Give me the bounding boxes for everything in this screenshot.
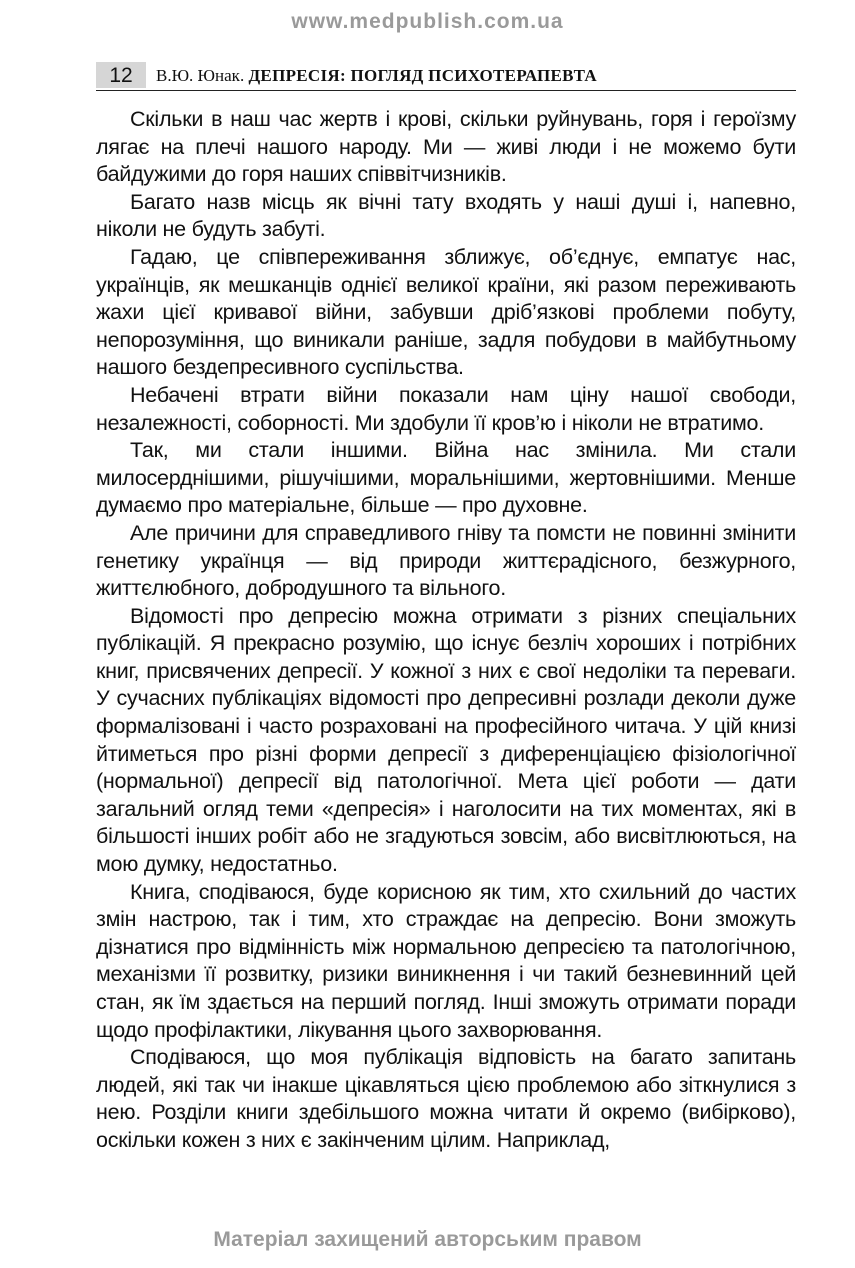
paragraph: Відомості про депресію можна отримати з різних спеціальних публікацій. Я прекрасно розумію, що існує безліч хороших і потрібних книг, присвячених депресії. У кожної з них є свої недоліки та переваги. У сучасних публікаціях відомості про депресивні розлади деколи дуже формалізовані і часто розраховані на професійного читача. У цій книзі йтиметься про різні форми депресії з диференціацією фізіологічної (нормальної) депресії від патологічної. Мета цієї роботи — дати загальний огляд теми «депресія» і наголосити на тих моментах, які в більшості інших робіт або не згадуються зовсім, або висвітлюються, на мою думку, недостатньо. [96, 603, 796, 877]
paragraph: Скільки в наш час жертв і крові, скільки руйнувань, горя і героїзму лягає на плечі нашого народу. Ми — живі люди і не можемо бути байдужими до горя наших співвітчизників. [96, 107, 796, 187]
paragraph: Гадаю, це співпереживання зближує, об’єднує, емпатує нас, українців, як мешканців однієї великої країни, які разом переживають жахи цієї кривавої війни, забувши дріб’язкові проблеми побуту, непорозуміння, що виникали раніше, задля побудови в майбутньому нашого бездепресивного суспільства. [96, 244, 796, 380]
running-head-title: ДЕПРЕСІЯ: ПОГЛЯД ПСИХОТЕРАПЕВТА [248, 66, 597, 85]
page-header [96, 62, 796, 91]
paragraph: Небачені втрати війни показали нам ціну нашої свободи, незалежності, соборності. Ми здобули її кров’ю і ніколи не втратимо. [96, 382, 796, 435]
copyright-watermark: Матеріал захищений авторським правом [213, 1228, 642, 1251]
paragraph: Книга, сподіваюся, буде корисною як тим, хто схильний до частих змін настрою, так і тим, хто страждає на депресію. Вони зможуть дізнатися про відмінність між нормальною депресією та патологічною, механізми її розвитку, ризики виникнення і чи такий безневинний цей стан, як їм здається на перший погляд. Інші зможуть отримати поради щодо профілактики, лікування цього захворювання. [96, 879, 796, 1042]
paragraph: Сподіваюся, що моя публікація відповість на багато запитань людей, які так чи інакше цікавляться цією проблемою або зіткнулися з нею. Розділи книги здебільшого можна читати й окремо (вибірково), оскільки кожен з них є закінченим цілим. Наприклад, [96, 1045, 796, 1152]
running-head [156, 64, 597, 88]
watermark-url: www.medpublish.com.ua [291, 10, 564, 33]
page-number: 12 [96, 62, 146, 88]
running-head-author: В.Ю. Юнак. [156, 66, 245, 85]
paragraph: Так, ми стали іншими. Війна нас змінила. Ми стали милосерднішими, рішучішими, моральнішими, жертовнішими. Менше думаємо про матеріальне, більше — про духовне. [96, 438, 796, 518]
paragraph: Але причини для справедливого гніву та помсти не повинні змінити генетику українця — від природи життєрадісного, безжурного, життєлюбного, добродушного та вільного. [96, 520, 796, 601]
body-text [96, 106, 796, 1155]
paragraph: Багато назв місць як вічні тату входять у наші душі і, напевно, ніколи не будуть забуті. [96, 189, 796, 242]
